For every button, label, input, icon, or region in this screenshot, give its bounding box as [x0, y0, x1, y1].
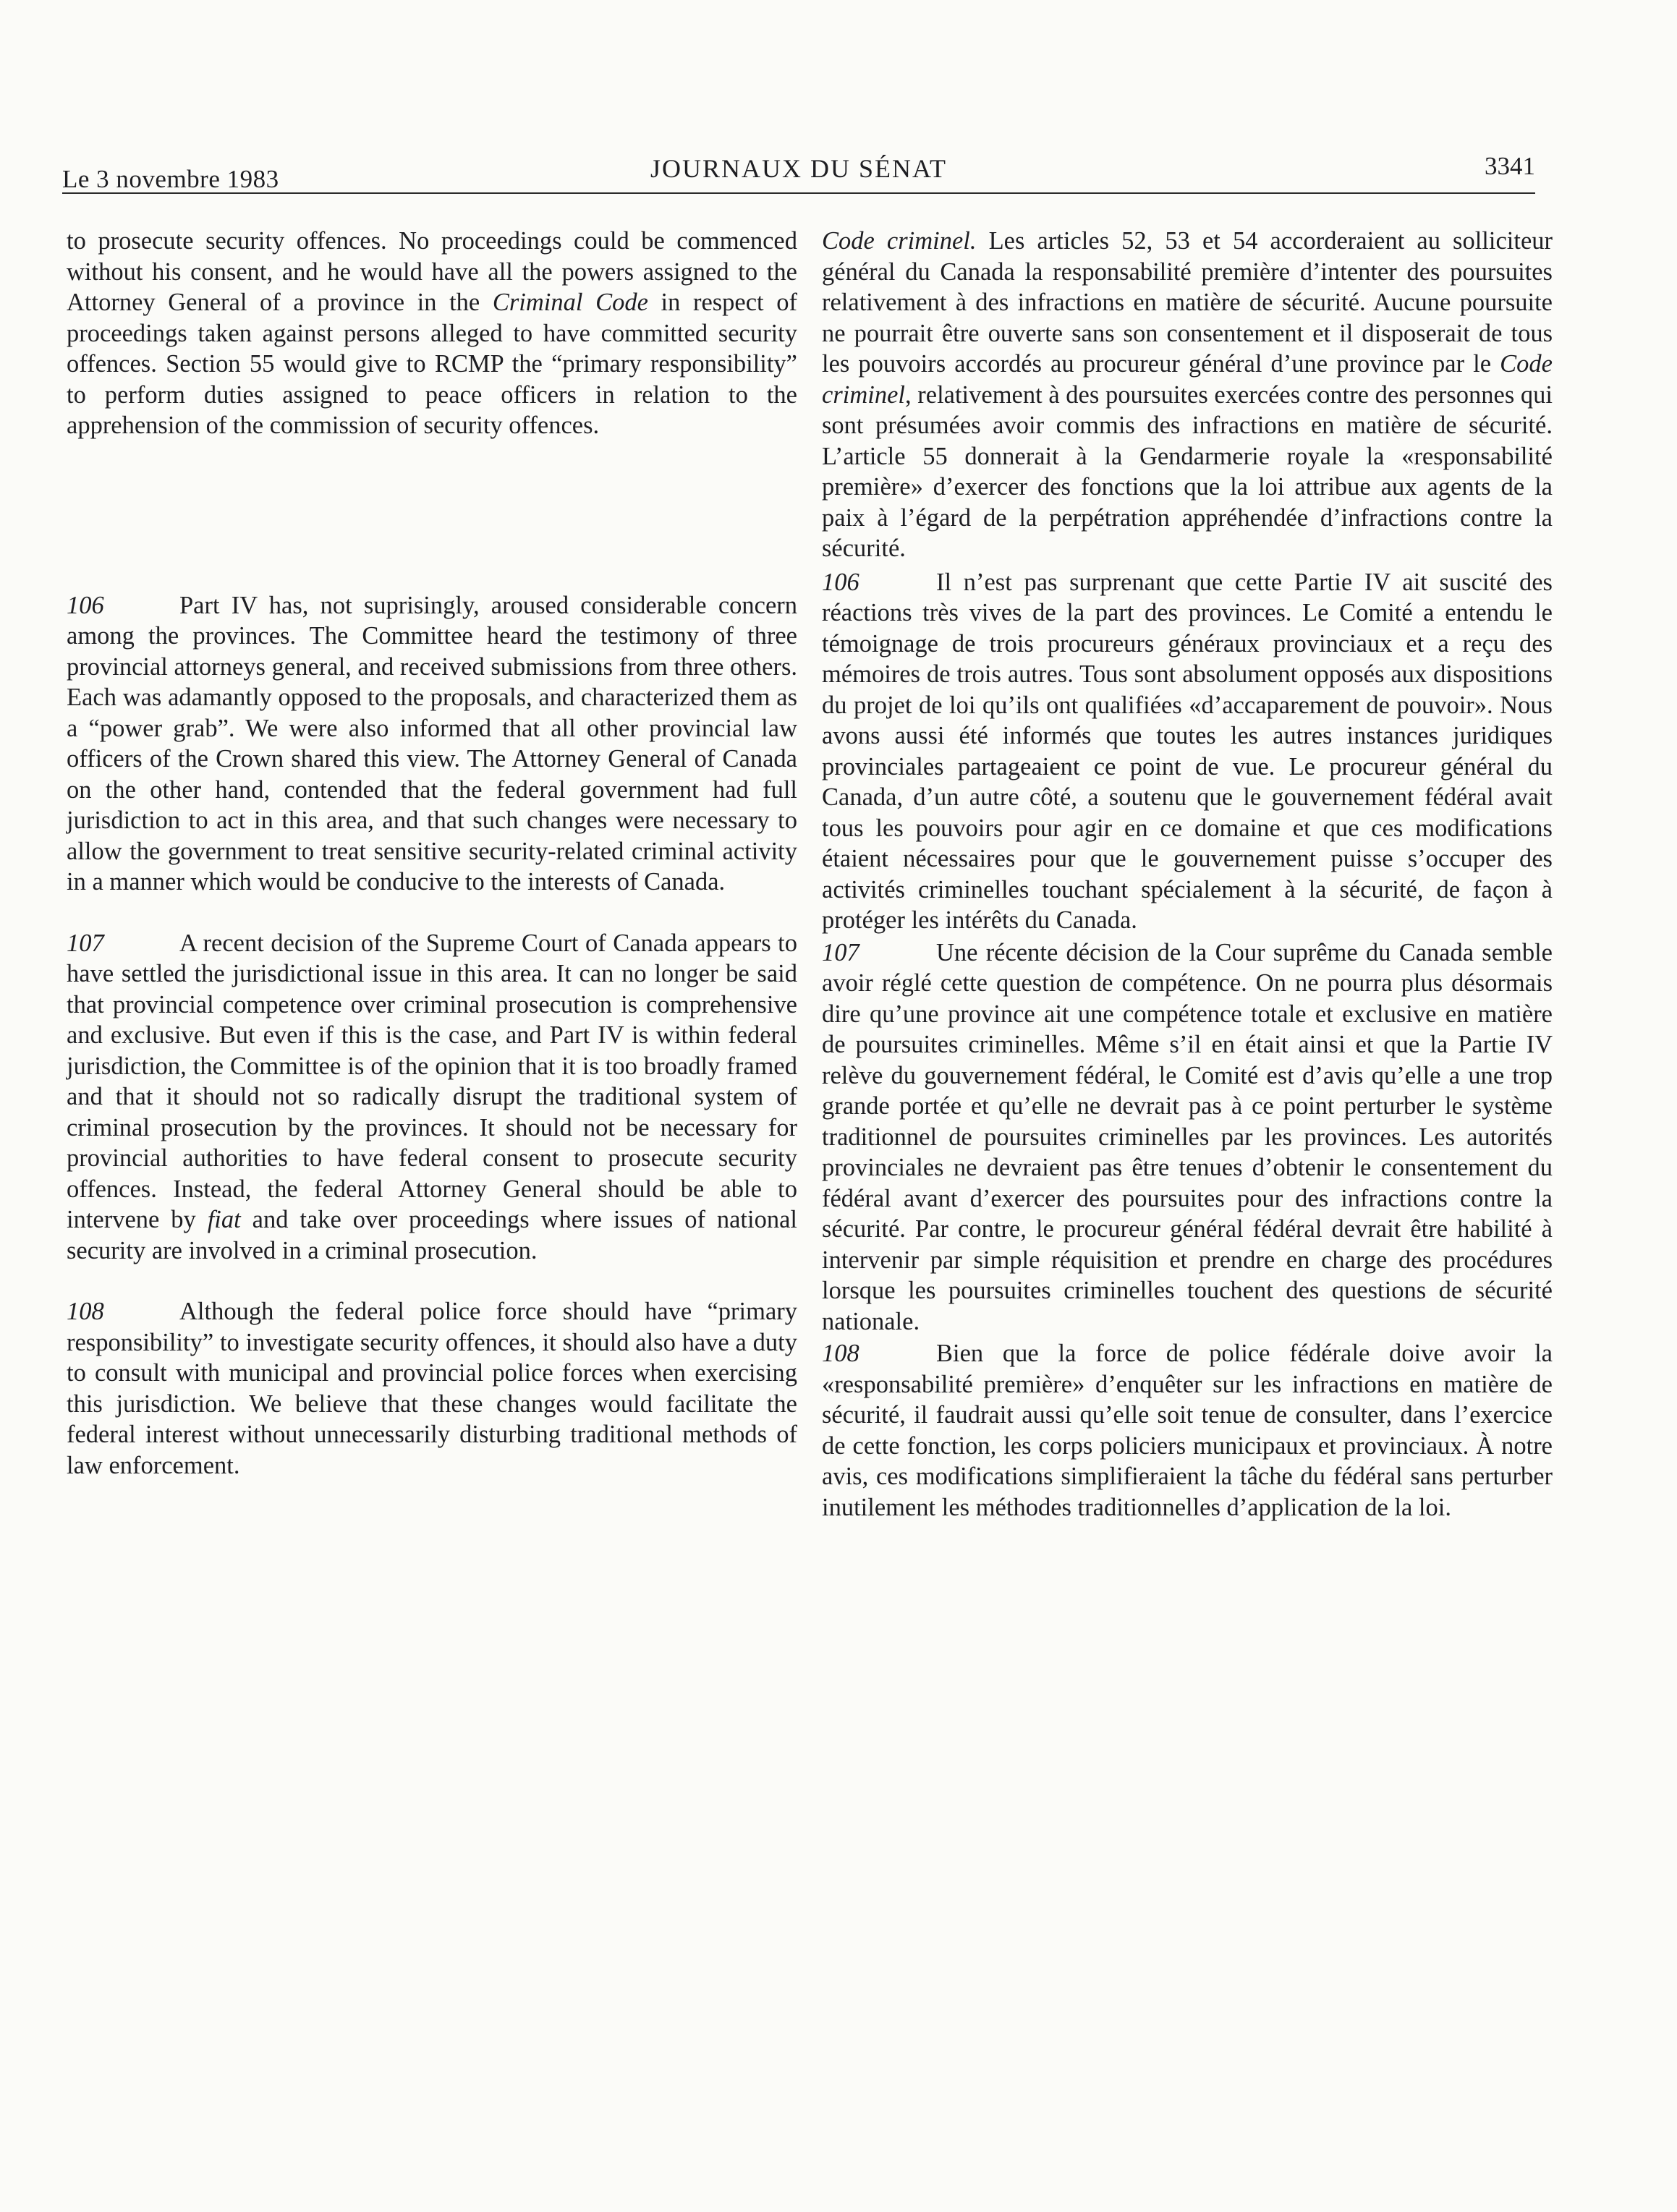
- english-column: [67, 226, 797, 1481]
- paragraph-text: A recent decision of the Supreme Court of Canada appears to have settled the jurisdictional issue in this area. It can no longer be said that provincial competence over criminal prosecution is comprehensive and exclusive. But even if this is the case, and Part IV is within federal jurisdiction, the Committee is of the opinion that it is too broadly framed and that it should not so radically disrupt the traditional system of criminal prosecution by the provinces. It should not be necessary for provincial authorities to have federal consent to prosecute security offences. Instead, the federal Attorney General should be able to intervene by: [67, 929, 797, 1233]
- italic-text: Criminal Code: [492, 289, 648, 316]
- paragraph-text: Il n’est pas surprenant que cette Partie IV ait suscité des réactions très vives de la part des provinces. Le Comité a entendu le témoignage de trois procureurs généraux provinciaux et a reçu des mémoires de trois autres. Tous sont absolument opposés aux dispositions du projet de loi qu’ils ont qualifiées «d’accaparement de pouvoir». Nous avons aussi été informés que toutes les autres instances juridiques provinciales partageaient ce point de vue. Le procureur général du Canada, d’un autre côté, a soutenu que le gouvernement fédéral avait tous les pouvoirs pour agir en ce domaine et que ces modifications étaient nécessaires pour que le gouvernement puisse s’occuper des activités criminelles touchant spécialement à la sécurité, de façon à protéger les intérêts du Canada.: [822, 568, 1553, 934]
- text-span: in respect of proceedings taken against persons alleged to have committed security offences. Section 55 would give to RCMP the “primary responsibility” to perform duties assigned to peace officers in relation to the apprehension of the commission of security offences.: [67, 289, 797, 439]
- paragraph-number: 108: [822, 1340, 859, 1367]
- paragraph-text: Although the federal police force should have “primary responsibility” to investigate security offences, it should also have a duty to consult with municipal and provincial police forces when exercising this jurisdiction. We believe that these changes would facilitate the federal interest without unnecessarily disturbing traditional methods of law enforcement.: [67, 1298, 797, 1479]
- italic-text: fiat: [207, 1206, 241, 1233]
- running-header: [62, 145, 1535, 194]
- french-paragraph-108: [822, 1338, 1553, 1523]
- italic-text: Code criminel.: [822, 227, 977, 255]
- french-paragraph-107: [822, 937, 1553, 1337]
- italic-text: Code criminel: [822, 350, 1553, 409]
- paragraph-number: 106: [822, 568, 859, 596]
- english-intro-paragraph: [67, 226, 797, 441]
- journal-title: JOURNAUX DU SÉNAT: [650, 154, 947, 183]
- english-paragraph-107: [67, 928, 797, 1267]
- paragraph-number: 107: [67, 929, 104, 957]
- english-paragraph-106: [67, 590, 797, 898]
- text-span: , relativement à des poursuites exercées contre des personnes qui sont présumées avoir commis des infractions en matière de sécurité. L’article 55 donnerait à la Gendarmerie royale la «responsabilité première» d’exercer des fonctions que la loi attribue aux agents de la paix à l’égard de la perpétration appréhendée d’infractions contre la sécurité.: [822, 380, 1553, 562]
- paragraph-number: 107: [822, 938, 859, 966]
- paragraph-text: Une récente décision de la Cour suprême du Canada semble avoir réglé cette question de compétence. On ne pourra plus désormais dire qu’une province ait une compétence totale et exclusive en matière de poursuites criminelles. Même s’il en était ainsi et que la Partie IV relève du gouvernement fédéral, le Comité est d’avis qu’elle a une trop grande portée et qu’elle ne devrait pas à ce point perturber le système traditionnel de poursuites criminelles par les provinces. Les autorités provinciales ne devraient pas être tenues d’obtenir le consentement du fédéral avant d’exercer des poursuites pour des infractions contre la sécurité. Par contre, le procureur général fédéral devrait être habilité à intervenir par simple réquisition et prendre en charge des procédures lorsque les poursuites criminelles touchent des questions de sécurité nationale.: [822, 938, 1553, 1335]
- french-column: [822, 226, 1553, 1523]
- paragraph-number: 106: [67, 591, 104, 619]
- text-span: Les articles 52, 53 et 54 accorderaient au solliciteur général du Canada la responsabilité première d’intenter des poursuites relativement à des infractions en matière de sécurité. Aucune poursuite ne pourrait être ouverte sans son consentement et il disposerait de tous les pouvoirs accordés au procureur général d’une province par le: [822, 227, 1553, 378]
- paragraph-text: and take over proceedings where issues of national security are involved in a criminal prosecution.: [67, 1206, 797, 1264]
- header-date: Le 3 novembre 1983: [62, 165, 279, 193]
- english-paragraph-108: [67, 1296, 797, 1481]
- french-intro-paragraph: [822, 226, 1553, 564]
- text-span: to prosecute security offences. No proceedings could be commenced without his consent, and he would have all the powers assigned to the Attorney General of a province in the: [67, 227, 797, 316]
- paragraph-text: Bien que la force de police fédérale doive avoir la «responsabilité première» d’enquêter sur les infractions en matière de sécurité, il faudrait aussi qu’elle soit tenue de consulter, dans l’exercice de cette fonction, les corps policiers municipaux et provinciaux. À notre avis, ces modifications simplifieraient la tâche du fédéral sans perturber inutilement les méthodes traditionnelles d’application de la loi.: [822, 1340, 1553, 1521]
- paragraph-number: 108: [67, 1298, 104, 1325]
- french-paragraph-106: [822, 567, 1553, 936]
- paragraph-text: Part IV has, not suprisingly, aroused considerable concern among the provinces. The Committee heard the testimony of three provincial attorneys general, and received submissions from three others. Each was adamantly opposed to the proposals, and characterized them as a “power grab”. We were also informed that all other provincial law officers of the Crown shared this view. The Attorney General of Canada on the other hand, contended that the federal government had full jurisdiction to act in this area, and that such changes were necessary to allow the government to treat sensitive security-related criminal activity in a manner which would be conducive to the interests of Canada.: [67, 591, 797, 896]
- page-number: 3341: [1485, 152, 1535, 180]
